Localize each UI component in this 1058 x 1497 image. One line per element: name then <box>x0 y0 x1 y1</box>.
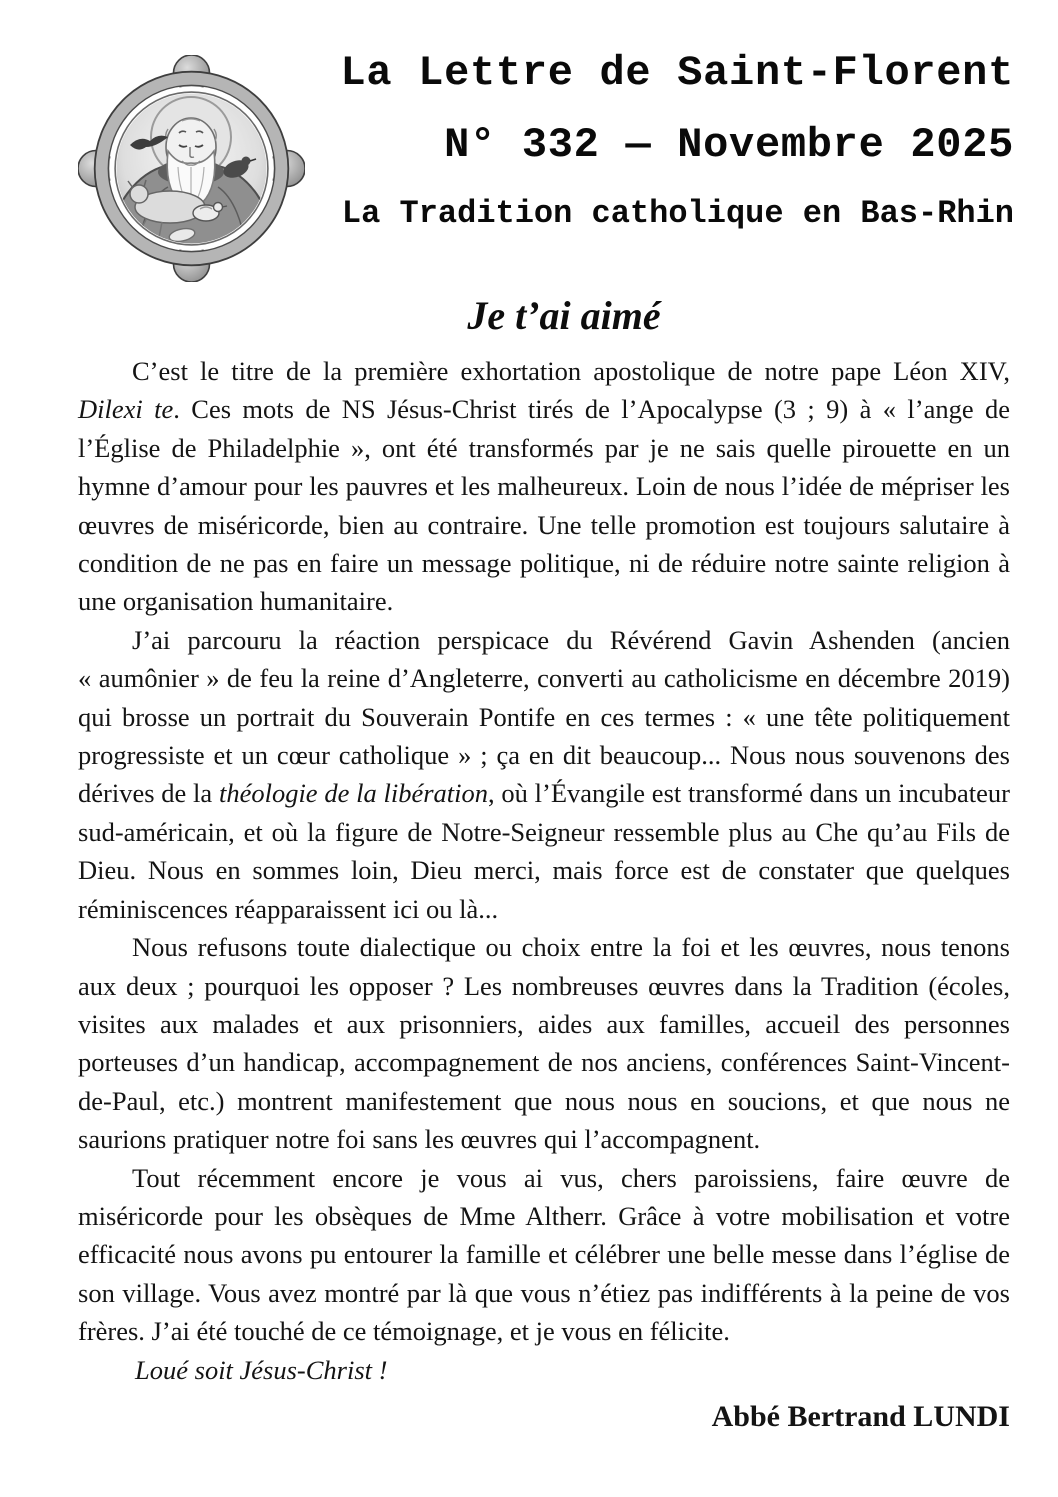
article-body <box>78 352 1010 1351</box>
text-run: J’ai parcouru la réaction perspicace du Révérend Gavin Ashenden (ancien « aumônier » de feu la reine d’Angleterre, converti au catholicisme en décembre 2019) qui brosse un portrait du Souverain Pontife en ces termes : « une tête politiquement progressiste et un cœur catholique » ; ça en dit beaucoup... Nous nous souvenons des dérives de la <box>78 624 1010 809</box>
article <box>78 293 1010 1436</box>
text-run: . Ces mots de NS Jésus-Christ tirés de l’Apocalypse (3 ; 9) à « l’ange de l’Église de Philadelphie », ont été transformés par je ne sais quelle pirouette en un hymne d’amour pour les pauvres et les malheureux. Loin de nous l’idée de mépriser les œuvres de miséricorde, bien au contraire. Une telle promotion est toujours salutaire à condition de ne pas en faire un message politique, ni de réduire notre sainte religion à une organisation humanitaire. <box>78 394 1010 617</box>
issue-number-line: N° 332 — Novembre 2025 <box>444 121 1014 169</box>
saint-florent-medallion-logo <box>78 55 305 282</box>
text-run: Tout récemment encore je vous ai vus, chers paroissiens, faire œuvre de miséricorde pour les obsèques de Mme Altherr. Grâce à votre mobilisation et votre efficacité nous avons pu entourer la famille et célébrer une belle messe dans l’église de son village. Vous avez montré par là que vous n’étiez pas indifférents à la peine de vos frères. J’ai été touché de ce témoignage, et je vous en félicite. <box>78 1162 1010 1347</box>
masthead-subtitle: La Tradition catholique en Bas-Rhin <box>341 195 1014 232</box>
newsletter-title: La Lettre de Saint-Florent <box>340 49 1014 97</box>
italic-phrase: théologie de la libération <box>218 778 489 809</box>
paragraph <box>78 621 1010 928</box>
text-run: Nous refusons toute dialectique ou choix entre la foi et les œuvres, nous tenons aux deux ; pourquoi les opposer ? Les nombreuses œuvres dans la Tradition (écoles, visites aux malades et aux prisonniers, aides aux familles, accueil des personnes porteuses d’un handicap, accompagnement de nos anciens, conférences Saint-Vincent-de-Paul, etc.) montrent manifestement que nous nous en soucions, et que nous ne saurions pratiquer notre foi sans les œuvres qui l’accompagnent. <box>78 932 1010 1155</box>
signature: Abbé Bertrand LUNDI <box>711 1399 1010 1433</box>
medallion-icon <box>78 55 305 282</box>
closing-line: Loué soit Jésus-Christ ! <box>135 1354 388 1385</box>
text-run: , où l’Évangile est transformé dans un incubateur sud-américain, et où la figure de Notre-Seigneur ressemble plus au Che qu’au Fils de Dieu. Nous en sommes loin, Dieu merci, mais force est de constater que quelques réminiscences réapparaissent ici ou là... <box>78 778 1010 924</box>
italic-phrase: Dilexi te <box>78 394 174 425</box>
text-run: C’est le titre de la première exhortation apostolique de notre pape Léon XIV, <box>132 356 1010 386</box>
paragraph <box>78 928 1010 1158</box>
paragraph <box>78 1159 1010 1351</box>
article-title: Je t’ai aimé <box>467 293 661 338</box>
paragraph <box>78 352 1010 621</box>
